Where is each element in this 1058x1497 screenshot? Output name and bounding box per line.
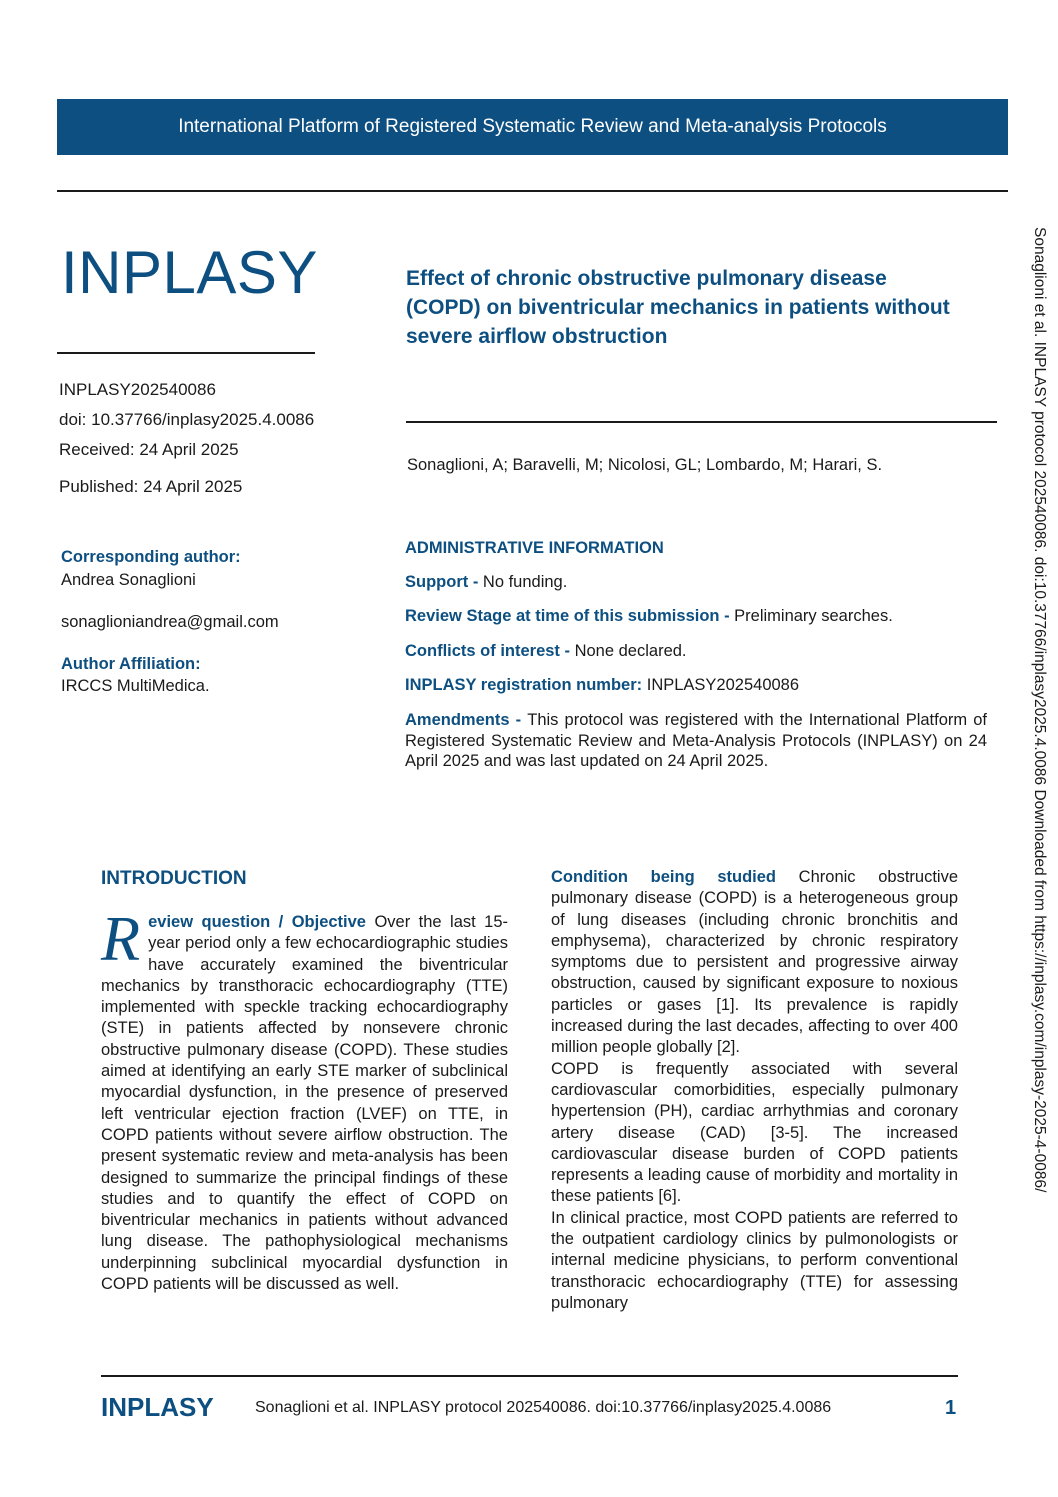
condition-body (551, 867, 958, 1314)
corresponding-author-label: Corresponding author: (61, 548, 241, 566)
amendments-label: Amendments - (405, 711, 528, 729)
admin-review-stage (405, 606, 987, 627)
logo-rule (57, 352, 315, 354)
received-date: Received: 24 April 2025 (59, 440, 239, 459)
admin-support (405, 572, 987, 593)
inplasy-logo: INPLASY (61, 239, 318, 306)
footer-rule (101, 1375, 958, 1377)
header-banner (57, 99, 1008, 155)
admin-amendments (405, 710, 987, 772)
side-citation: Sonaglioni et al. INPLASY protocol 202540086. doi:10.37766/inplasy2025.4.0086 Downloaded from https://inplasy.com/inplasy-2025-4-0086/ (1031, 227, 1048, 1193)
admin-heading: ADMINISTRATIVE INFORMATION (405, 539, 664, 557)
condition-paragraph-3: In clinical practice, most COPD patients are referred to the outpatient cardiology clinics by pulmonologists or internal medicine physicians, to perform conventional transthoracic echocardiography (TTE) for assessing pulmonary (551, 1208, 958, 1312)
footer-citation: Sonaglioni et al. INPLASY protocol 202540086. doi:10.37766/inplasy2025.4.0086 (255, 1399, 832, 1416)
article-title: Effect of chronic obstructive pulmonary disease (COPD) on biventricular mechanics in patients without severe airflow obstruction (406, 267, 950, 348)
condition-label: Condition being studied (551, 868, 776, 886)
affiliation-label: Author Affiliation: (61, 655, 201, 673)
stage-label: Review Stage at time of this submission - (405, 607, 735, 625)
doi: doi: 10.37766/inplasy2025.4.0086 (59, 410, 315, 429)
admin-registration (405, 675, 987, 696)
condition-paragraph-1 (551, 867, 958, 1059)
published-date: Published: 24 April 2025 (59, 477, 243, 496)
inplasy-id: INPLASY202540086 (59, 380, 216, 399)
introduction-body (101, 903, 508, 1295)
title-rule (406, 421, 997, 423)
banner-text: International Platform of Registered Systematic Review and Meta-analysis Protocols (178, 116, 887, 137)
conflicts-label: Conflicts of interest - (405, 642, 575, 660)
regnum-value: INPLASY202540086 (646, 676, 800, 694)
dropcap: R (101, 903, 141, 974)
objective-text: Over the last 15-year period only a few echocardiographic studies have accurately examined the biventricular mechanics by transthoracic echocardiography (TTE) implemented with speckle tracking echocardiography (STE) in patients affected by nonsevere chronic obstructive pulmonary disease (COPD). These studies aimed at identifying an early STE marker of subclinical myocardial dysfunction, in the presence of preserved left ventricular ejection fraction (LVEF) on TTE, in COPD patients without severe airflow obstruction. The present systematic review and meta-analysis has been designed to summarize the principal findings of these studies and to quantify the effect of COPD on biventricular mechanics in patients without advanced lung disease. The pathophysiological mechanisms underpinning subclinical myocardial dysfunction in COPD patients will be discussed as well. (101, 913, 508, 1294)
regnum-label: INPLASY registration number: (405, 676, 647, 694)
stage-value: Preliminary searches. (734, 607, 893, 625)
footer-logo: INPLASY (101, 1392, 214, 1422)
admin-conflicts (405, 641, 987, 662)
support-value: No funding. (482, 573, 568, 591)
affiliation: IRCCS MultiMedica. (61, 677, 210, 695)
corresponding-email[interactable]: sonaglioniandrea@gmail.com (61, 613, 279, 631)
page-number: 1 (945, 1397, 957, 1419)
amendments-value: This protocol was registered with the International Platform of Registered Systematic Review and Meta-Analysis Protocols (INPLASY) on 24 April 2025 and was last updated on 24 April 2025. (405, 711, 988, 770)
corresponding-author-name: Andrea Sonaglioni (61, 571, 196, 589)
conflicts-value: None declared. (574, 642, 687, 660)
introduction-heading: INTRODUCTION (101, 868, 247, 889)
condition-paragraph-2: COPD is frequently associated with several cardiovascular comorbidities, especially pulmonary hypertension (PH), cardiac arrhythmias and coronary artery disease (CAD) [3-5]. The increased cardiovascular disease burden of COPD patients represents a leading cause of morbidity and mortality in these patients [6]. (551, 1059, 958, 1206)
objective-label: eview question / Objective (148, 913, 366, 931)
author-list: Sonaglioni, A; Baravelli, M; Nicolosi, GL; Lombardo, M; Harari, S. (407, 456, 883, 474)
header-rule (57, 190, 1008, 192)
support-label: Support - (405, 573, 483, 591)
condition-text-1: Chronic obstructive pulmonary disease (COPD) is a heterogeneous group of lung diseases (including chronic bronchitis and emphysema), characterized by chronic respiratory symptoms due to persistent and progressive airway obstruction, caused by significant exposure to noxious particles or gases [1]. Its prevalence is rapidly increased during the last decades, affecting to over 400 million people globally [2]. (551, 868, 958, 1057)
